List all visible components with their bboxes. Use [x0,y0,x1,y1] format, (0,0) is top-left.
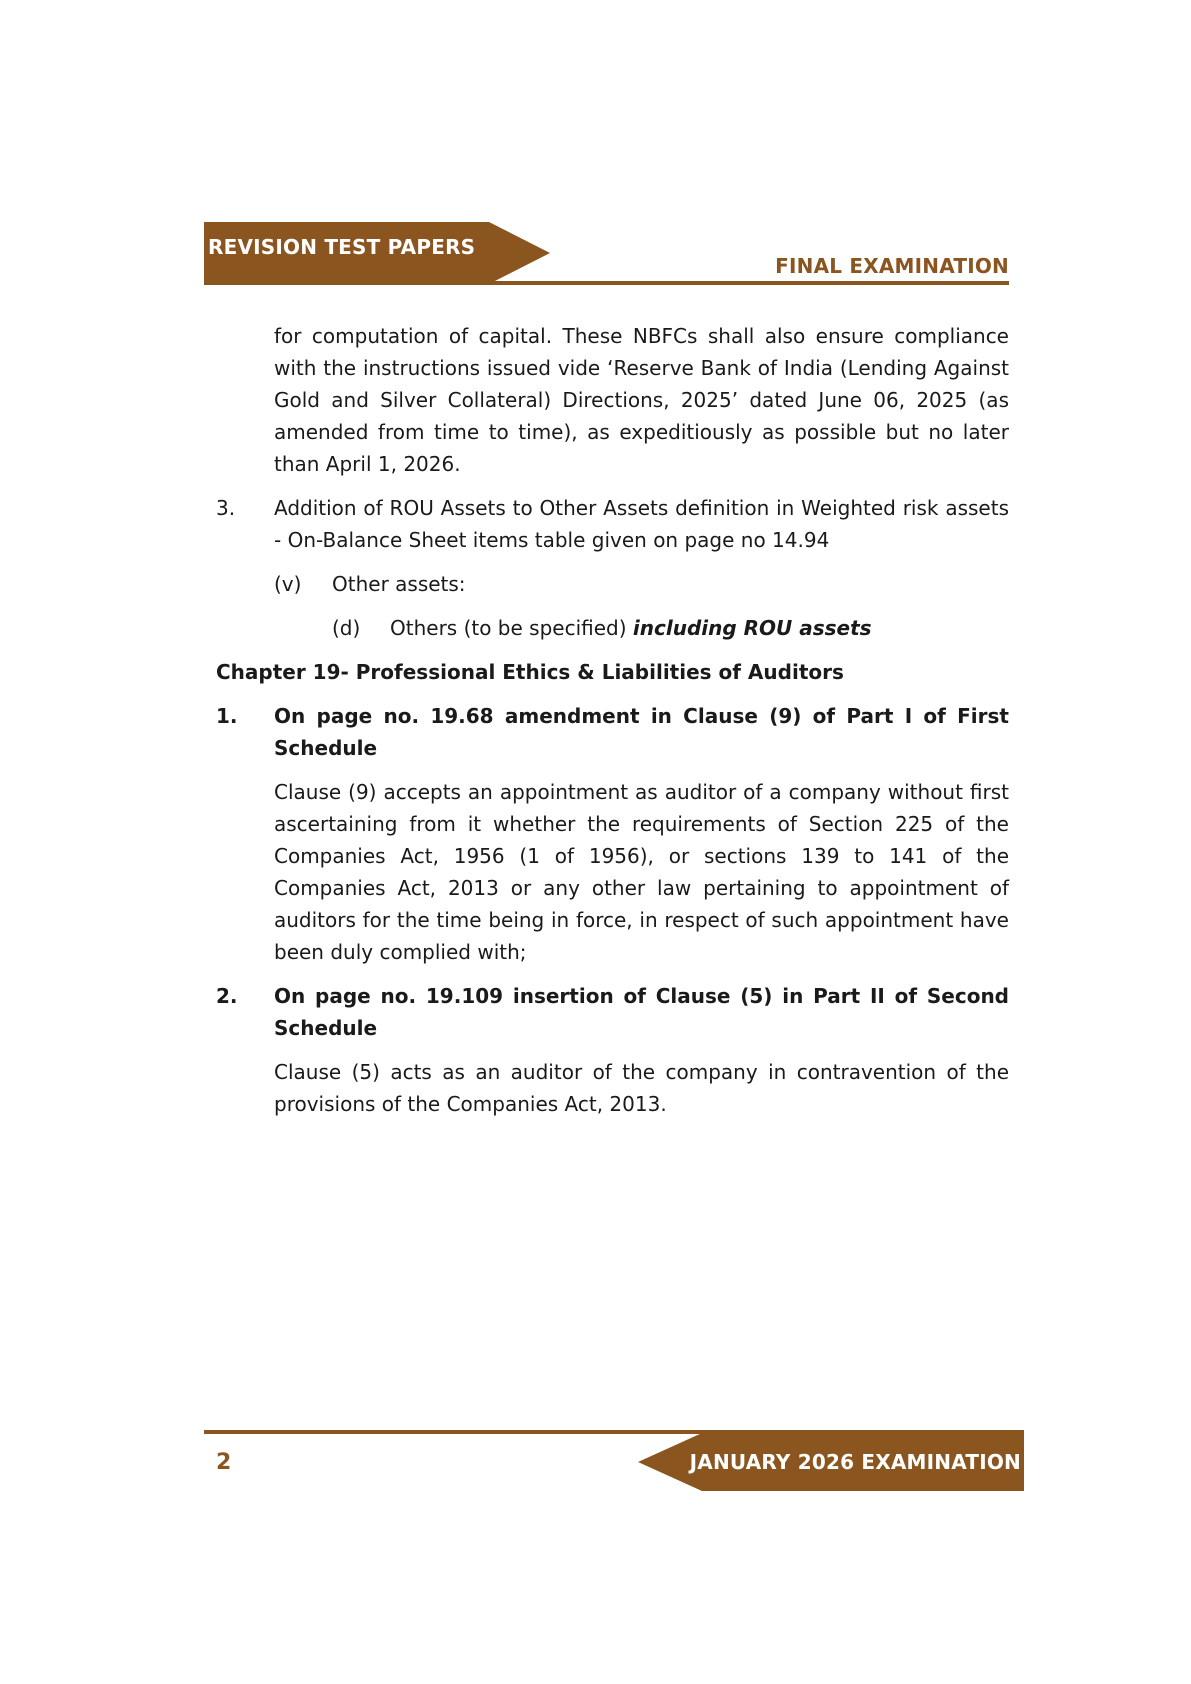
chapter-heading: Chapter 19- Professional Ethics & Liabilities of Auditors [216,660,844,684]
sub-item-number: (v) [274,572,302,596]
sub-item-v [274,568,1009,600]
footer-exam-label: JANUARY 2026 EXAMINATION [689,1450,1021,1474]
list-item-text: Addition of ROU Assets to Other Assets definition in Weighted risk assets - On-Balance Sheet items table given on page no 14.94 [274,496,1009,552]
list-item-number: 3. [216,496,236,520]
list-item-body: Clause (5) acts as an auditor of the company in contravention of the provisions of the Companies Act, 2013. [274,1060,1009,1116]
page-number: 2 [216,1450,232,1475]
sub-item-number: (d) [332,616,361,640]
header-rule [204,281,1009,285]
list-item-number: 1. [216,704,238,728]
list-item-heading: On page no. 19.68 amendment in Clause (9) of Part I of First Schedule [274,704,1009,760]
sub-item-d [332,612,1009,644]
page-content [216,320,1009,1132]
sub-item-plain: Others (to be specified) [390,616,627,640]
list-item-number: 2. [216,984,238,1008]
list-item-3 [216,492,1009,556]
sub-item-text: Other assets: [332,572,466,596]
list-item-heading: On page no. 19.109 insertion of Clause (5) in Part II of Second Schedule [274,984,1009,1040]
list-item-body: Clause (9) accepts an appointment as auditor of a company without first ascertaining from it whether the requirements of Section 225 of the Companies Act, 1956 (1 of 1956), or sections 139 to 141 of the Companies Act, 2013 or any other law pertaining to appointment of auditors for the time being in force, in respect of such appointment have been duly complied with; [274,780,1009,964]
list-item [216,700,1009,764]
header-right-label: FINAL EXAMINATION [775,254,1009,278]
sub-item-text [390,612,1009,644]
intro-paragraph: for computation of capital. These NBFCs shall also ensure compliance with the instructions issued vide ‘Reserve Bank of India (Lending Against Gold and Silver Collateral) Directions, 2025’ dated June 06, 2025 (as amended from time to time), as expeditiously as possible but no later than April 1, 2026. [274,324,1009,476]
sub-item-emphasis: including ROU assets [632,616,872,640]
header-left-label: REVISION TEST PAPERS [208,235,476,259]
list-item [216,980,1009,1044]
